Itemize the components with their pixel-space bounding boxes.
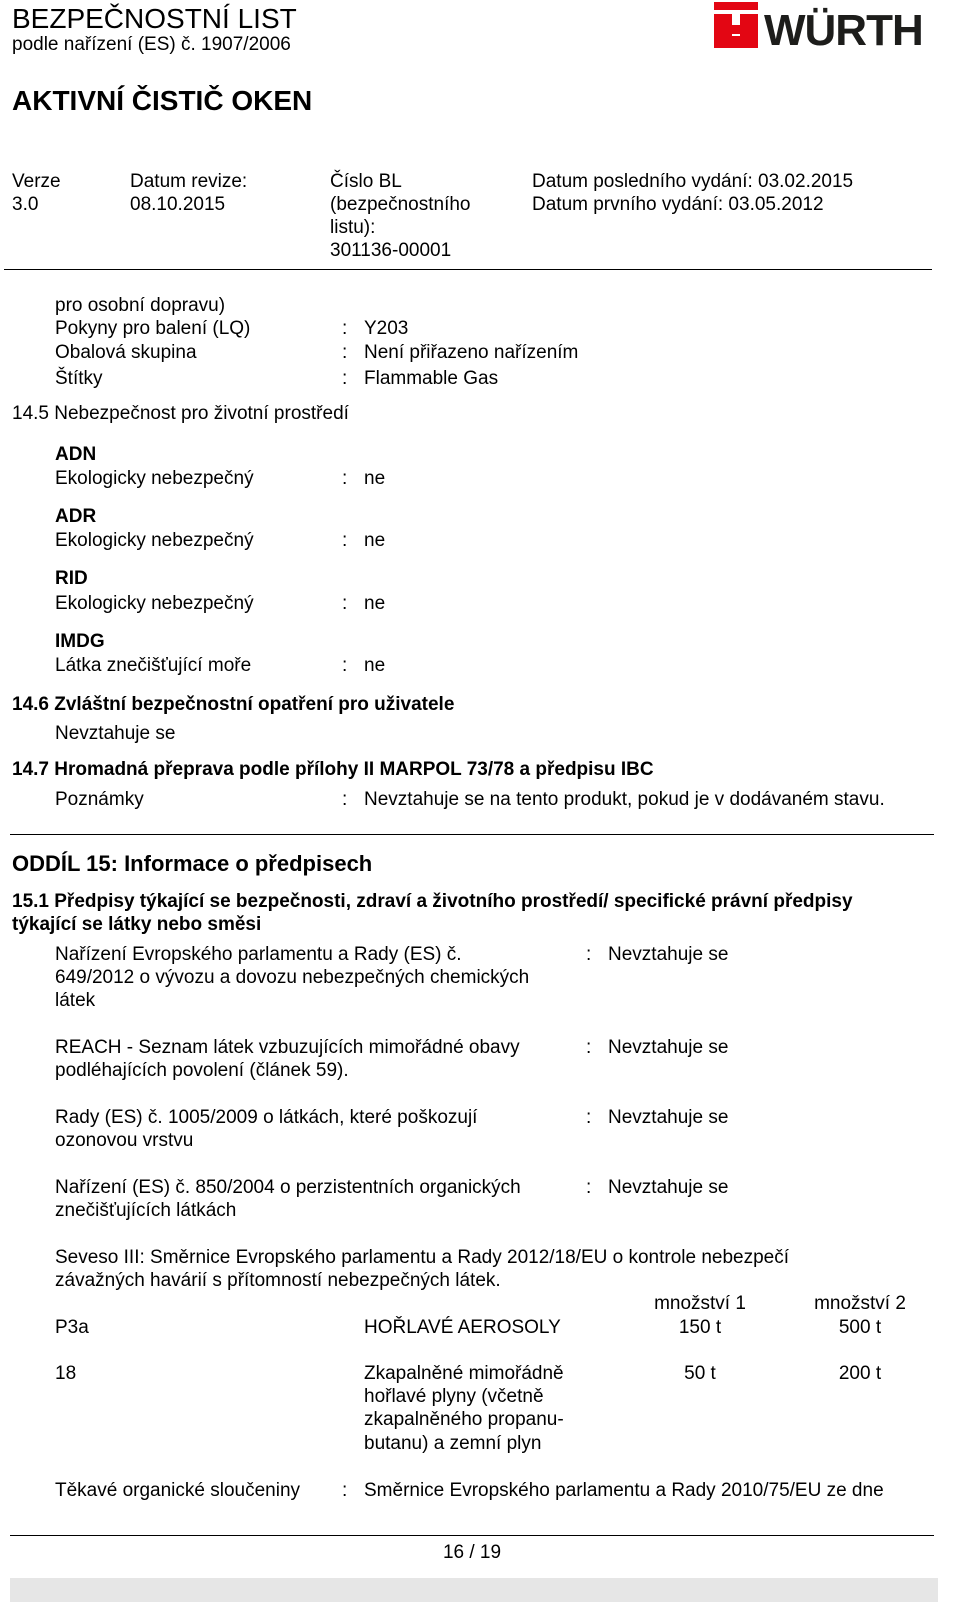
seveso-row-2-code: 18 [55,1363,77,1384]
regulation-2-line-1: REACH - Seznam látek vzbuzujících mimořádné obavy [55,1037,520,1058]
section-15-heading: ODDÍL 15: Informace o předpisech [12,851,373,876]
colon: : [342,318,348,339]
wurth-logo-text: WÜRTH [764,6,923,52]
quantity-2-header: množství 2 [814,1293,906,1314]
seveso-row-1-code: P3a [55,1317,89,1338]
adr-value: ne [364,530,386,551]
regulation-2-line-2: podléhajících povolení (článek 59). [55,1060,349,1081]
adr-heading: ADR [55,506,97,527]
seveso-row-2-desc-line-1: Zkapalněné mimořádně [364,1363,564,1384]
seveso-row-1-desc: HOŘLAVÉ AEROSOLY [364,1317,561,1338]
rid-label: Ekologicky nebezpečný [55,593,254,614]
version-value: 3.0 [12,194,39,215]
wurth-logo-mark [714,2,934,52]
colon: : [342,789,348,810]
colon: : [586,944,592,965]
wurth-logo [714,2,934,52]
version-label: Verze [12,171,61,192]
regulation-3-line-2: ozonovou vrstvu [55,1130,194,1151]
labels-value: Flammable Gas [364,368,499,389]
lq-label: Pokyny pro balení (LQ) [55,318,251,339]
regulation-4-line-2: znečišťujících látkách [55,1200,237,1221]
last-issue-date: Datum posledního vydání: 03.02.2015 [532,171,854,192]
revision-value: 08.10.2015 [130,194,226,215]
document-title: BEZPEČNOSTNÍ LIST [12,3,297,34]
seveso-row-1-quantity-1: 150 t [678,1317,722,1338]
page-number: 16 / 19 [442,1542,502,1563]
lq-value: Y203 [364,318,409,339]
footer-divider [10,1535,934,1536]
section-14-6-heading: 14.6 Zvláštní bezpečnostní opatření pro uživatele [12,694,455,715]
regulation-1-value: Nevztahuje se [608,944,729,965]
regulation-3-line-1: Rady (ES) č. 1005/2009 o látkách, které poškozují [55,1107,478,1128]
adn-value: ne [364,468,386,489]
regulation-1-line-1: Nařízení Evropského parlamentu a Rady (ES) č. [55,944,462,965]
regulation-1-line-3: látek [55,990,96,1011]
adr-label: Ekologicky nebezpečný [55,530,254,551]
packing-group-label: Obalová skupina [55,342,197,363]
seveso-row-2-desc-line-2: hořlavé plyny (včetně [364,1386,544,1407]
seveso-line-1: Seveso III: Směrnice Evropského parlamentu a Rady 2012/18/EU o kontrole nebezpečí [55,1247,790,1268]
colon: : [586,1107,592,1128]
remarks-value: Nevztahuje se na tento produkt, pokud je v dodávaném stavu. [364,789,885,810]
adn-heading: ADN [55,444,97,465]
seveso-row-2-desc-line-3: zkapalněného propanu- [364,1409,564,1430]
seveso-row-2-desc-line-4: butanu) a zemní plyn [364,1433,542,1454]
colon: : [342,468,348,489]
document-subtitle: podle nařízení (ES) č. 1907/2006 [12,34,291,55]
seveso-line-2: závažných havárií s přítomností nebezpečných látek. [55,1270,501,1291]
revision-label: Datum revize: [130,171,248,192]
imdg-label: Látka znečišťující moře [55,655,252,676]
rid-value: ne [364,593,386,614]
colon: : [342,655,348,676]
sds-number: 301136-00001 [330,240,452,261]
imdg-heading: IMDG [55,631,105,652]
colon: : [342,342,348,363]
colon: : [342,593,348,614]
sds-label-1: Číslo BL [330,171,402,192]
remarks-label: Poznámky [55,789,144,810]
voc-label: Těkavé organické sloučeniny [55,1480,301,1501]
colon: : [586,1037,592,1058]
regulation-4-line-1: Nařízení (ES) č. 850/2004 o perzistentních organických [55,1177,521,1198]
footer-band [10,1578,938,1602]
product-name: AKTIVNÍ ČISTIČ OKEN [12,85,313,116]
rid-heading: RID [55,568,88,589]
packing-group-value: Není přiřazeno nařízením [364,342,579,363]
quantity-1-header: množství 1 [654,1293,746,1314]
header-divider [4,269,932,270]
sds-label-3: listu): [330,217,376,238]
section-14-6-text: Nevztahuje se [55,723,176,744]
colon: : [586,1177,592,1198]
imdg-value: ne [364,655,386,676]
voc-value: Směrnice Evropského parlamentu a Rady 2010/75/EU ze dne [364,1480,884,1501]
seveso-row-1-quantity-2: 500 t [838,1317,882,1338]
labels-label: Štítky [55,368,103,389]
colon: : [342,1480,348,1501]
regulation-3-value: Nevztahuje se [608,1107,729,1128]
sds-label-2: (bezpečnostního [330,194,471,215]
regulation-4-value: Nevztahuje se [608,1177,729,1198]
colon: : [342,530,348,551]
section-15-1-heading-line-2: týkající se látky nebo směsi [12,914,262,935]
first-issue-date: Datum prvního vydání: 03.05.2012 [532,194,824,215]
regulation-2-value: Nevztahuje se [608,1037,729,1058]
regulation-1-line-2: 649/2012 o vývozu a dovozu nebezpečných chemických [55,967,530,988]
section-divider [10,834,934,835]
section-15-1-heading-line-1: 15.1 Předpisy týkající se bezpečnosti, zdraví a životního prostředí/ specifické právní předpisy [12,891,853,912]
adn-label: Ekologicky nebezpečný [55,468,254,489]
seveso-row-2-quantity-2: 200 t [838,1363,882,1384]
transport-continuation: pro osobní dopravu) [55,295,226,316]
seveso-row-2-quantity-1: 50 t [684,1363,716,1384]
section-14-5-heading: 14.5 Nebezpečnost pro životní prostředí [12,403,349,424]
section-14-7-heading: 14.7 Hromadná přeprava podle přílohy II MARPOL 73/78 a předpisu IBC [12,759,654,780]
colon: : [342,368,348,389]
